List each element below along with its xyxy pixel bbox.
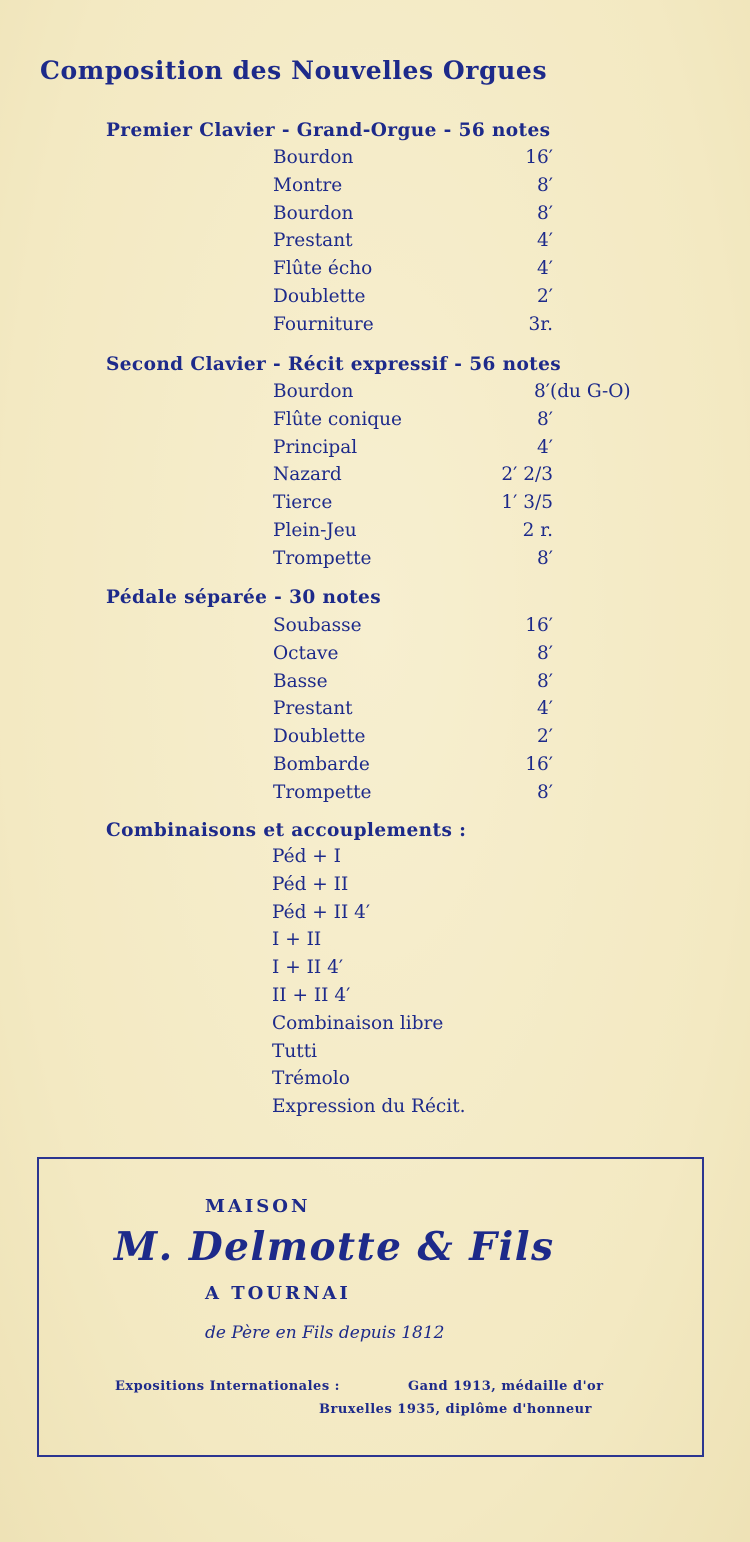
stop-name: Flûte conique	[273, 408, 402, 430]
stop-name: Principal	[273, 436, 358, 458]
stop-row	[0, 782, 750, 810]
stop-pitch: 8′(du G-O)	[534, 381, 631, 402]
stop-row	[0, 726, 750, 754]
stop-name: Doublette	[273, 285, 366, 307]
stop-list-recit	[0, 381, 750, 576]
section-heading-grand-orgue: Premier Clavier - Grand-Orgue - 56 notes	[106, 120, 551, 141]
stop-row	[0, 754, 750, 782]
stop-row	[0, 230, 750, 258]
stop-pitch: 8′	[537, 670, 553, 692]
stop-row	[0, 548, 750, 576]
stop-row	[0, 671, 750, 699]
stop-pitch: 2′	[537, 285, 553, 307]
stop-name: Montre	[273, 174, 343, 196]
combination-item: II + II 4′	[272, 984, 351, 1006]
stop-pitch: 8′	[537, 547, 553, 569]
stop-name: Tierce	[273, 492, 333, 514]
stop-pitch: 8′	[537, 642, 553, 664]
combination-item: Expression du Récit.	[272, 1096, 466, 1118]
maker-town: A TOURNAI	[205, 1283, 351, 1304]
stop-name: Trompette	[273, 547, 372, 569]
page-title: Composition des Nouvelles Orgues	[40, 56, 548, 85]
exposition-bruxelles: Bruxelles 1935, diplôme d'honneur	[319, 1402, 592, 1417]
stop-name: Flûte écho	[273, 258, 373, 280]
combination-item: Péd + II	[272, 873, 349, 895]
stop-name: Nazard	[273, 464, 342, 486]
combination-list	[272, 846, 466, 1124]
combination-item: I + II	[272, 929, 322, 951]
combination-item: Péd + I	[272, 846, 341, 867]
stop-row	[0, 203, 750, 231]
stop-pitch: 16′	[525, 615, 553, 636]
stop-name: Soubasse	[273, 615, 362, 636]
maker-name: M. Delmotte & Fils	[114, 1224, 555, 1270]
combination-item: I + II 4′	[272, 957, 344, 979]
stop-pitch: 2 r.	[522, 519, 553, 541]
stop-row	[0, 520, 750, 548]
stop-name: Prestant	[273, 698, 353, 720]
section-heading-pedale: Pédale séparée - 30 notes	[106, 587, 382, 608]
stop-name: Bourdon	[273, 147, 354, 168]
maker-maison-label: MAISON	[205, 1196, 311, 1217]
stop-name: Plein-Jeu	[273, 519, 357, 541]
stop-row	[0, 286, 750, 314]
combination-item: Combinaison libre	[272, 1012, 444, 1034]
combination-item: Péd + II 4′	[272, 901, 371, 923]
section-heading-combinaisons: Combinaisons et accouplements :	[106, 820, 467, 841]
stop-name: Fourniture	[273, 313, 374, 335]
stop-row	[0, 314, 750, 342]
stop-pitch: 16′	[525, 753, 553, 775]
stop-pitch: 16′	[525, 147, 553, 168]
stop-name: Bourdon	[273, 202, 354, 224]
stop-pitch: 2′	[537, 726, 553, 748]
exposition-gand: Gand 1913, médaille d'or	[408, 1379, 604, 1394]
stop-row	[0, 147, 750, 175]
combination-item: Trémolo	[272, 1068, 350, 1090]
stop-name: Bombarde	[273, 753, 370, 775]
stop-pitch: 4′	[537, 258, 553, 280]
stop-name: Basse	[273, 670, 328, 692]
stop-row	[0, 258, 750, 286]
stop-row	[0, 698, 750, 726]
stop-pitch: 8′	[537, 174, 553, 196]
stop-name: Doublette	[273, 726, 366, 748]
stop-pitch: 8′	[537, 781, 553, 803]
stop-list-pedale	[0, 615, 750, 810]
stop-pitch: 4′	[537, 230, 553, 252]
stop-pitch: 2′ 2/3	[501, 464, 553, 486]
stop-row	[0, 175, 750, 203]
maker-tagline: de Père en Fils depuis 1812	[205, 1323, 445, 1343]
stop-name: Prestant	[273, 230, 353, 252]
stop-pitch: 3r.	[528, 313, 553, 335]
stop-pitch: 8′	[537, 408, 553, 430]
stop-row	[0, 381, 750, 409]
stop-name: Octave	[273, 642, 339, 664]
combination-item: Tutti	[272, 1040, 318, 1062]
stop-pitch: 1′ 3/5	[501, 492, 553, 514]
stop-pitch: 4′	[537, 698, 553, 720]
stop-pitch: 8′	[537, 202, 553, 224]
stop-row	[0, 437, 750, 465]
stop-row	[0, 464, 750, 492]
stop-name: Trompette	[273, 781, 372, 803]
stop-row	[0, 492, 750, 520]
stop-list-grand-orgue	[0, 147, 750, 342]
stop-row	[0, 615, 750, 643]
stop-row	[0, 643, 750, 671]
stop-pitch: 4′	[537, 436, 553, 458]
stop-name: Bourdon	[273, 381, 354, 402]
stop-row	[0, 409, 750, 437]
section-heading-recit: Second Clavier - Récit expressif - 56 notes	[106, 354, 562, 375]
expositions-label: Expositions Internationales :	[115, 1379, 340, 1394]
